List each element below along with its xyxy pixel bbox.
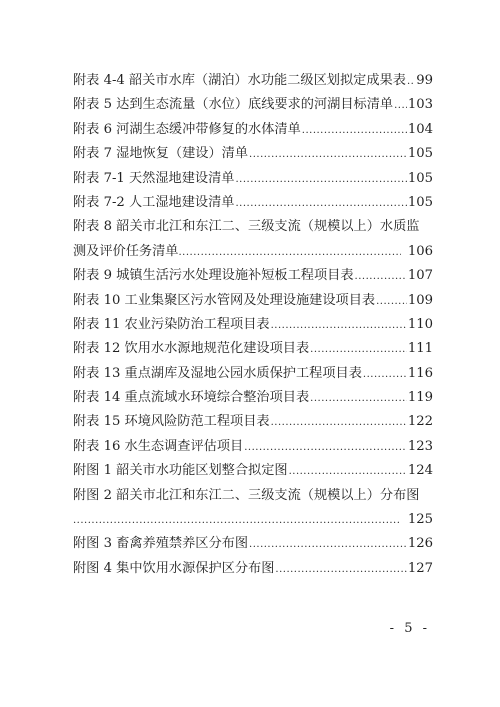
toc-entry-title: 附表 10 工业集聚区污水管网及处理设施建设项目表: [73, 292, 376, 308]
toc-entry-page: 125: [407, 512, 433, 528]
toc-leader-dots: [179, 241, 401, 265]
toc-leader-dots: [73, 509, 401, 533]
toc-entry-title: 附表 13 重点湖库及湿地公园水质保护工程项目表: [73, 365, 362, 381]
toc-entry-appendix-table-10[interactable]: [73, 289, 433, 313]
toc-entry-title: 附表 5 达到生态流量（水位）底线要求的河湖目标清单: [73, 97, 394, 113]
toc-entry-page: 110: [407, 316, 433, 332]
toc-leader-dots: [271, 411, 407, 435]
toc-entry-title: 附表 14 重点流域水环境综合整治项目表: [73, 390, 310, 406]
toc-entry-appendix-table-7-2[interactable]: [73, 191, 433, 215]
toc-entry-appendix-table-12[interactable]: [73, 337, 433, 361]
toc-entry-title-line1: 附表 8 韶关市北江和东江二、三级支流（规模以上）水质监: [73, 219, 420, 235]
toc-entry-page: 103: [407, 97, 433, 113]
toc-leader-dots: [376, 290, 407, 314]
toc-entry-title: 附表 4-4 韶关市水库（湖泊）水功能二级区划拟定成果表: [73, 73, 406, 88]
toc-entry-title: 附表 7-2 人工湿地建设清单: [73, 194, 235, 210]
toc-entry-title: 附表 7 湿地恢复（建设）清单: [73, 146, 249, 162]
toc-leader-dots: [302, 119, 407, 143]
toc-entry-appendix-table-6[interactable]: [73, 118, 433, 142]
toc-entry-page: 126: [407, 536, 433, 552]
toc-entry-title: 附图 3 畜禽养殖禁养区分布图: [73, 536, 249, 552]
toc-entry-page: 116: [407, 365, 433, 381]
toc-entry-appendix-table-7[interactable]: [73, 142, 433, 166]
toc-entry-title: 附表 16 水生态调查评估项目: [73, 438, 244, 454]
toc-entry-appendix-table-15[interactable]: [73, 410, 433, 434]
toc-leader-dots: [244, 436, 407, 460]
toc-leader-dots: [249, 143, 407, 167]
toc-entry-title: 附表 11 农业污染防治工程项目表: [73, 316, 270, 332]
toc-leader-dots: [249, 533, 407, 557]
toc-entry-page: 105: [407, 170, 433, 186]
toc-entry-title-line1: 附图 2 韶关市北江和东江二、三级支流（规模以上）分布图: [73, 487, 420, 503]
toc-leader-dots: [310, 338, 407, 362]
toc-entry-title: 附表 7-1 天然湿地建设清单: [73, 170, 235, 186]
toc-leader-dots: [271, 314, 407, 338]
toc-entry-page: 127: [407, 560, 433, 576]
toc-entry-page: 104: [407, 121, 433, 137]
toc-leader-dots: [363, 363, 407, 387]
toc-entry-title: 附表 6 河湖生态缓冲带修复的水体清单: [73, 121, 301, 137]
toc-entry-appendix-table-7-1[interactable]: [73, 167, 433, 191]
toc-entry-page: 119: [407, 390, 433, 406]
toc-entry-title-line2: 测及评价任务清单: [73, 243, 179, 259]
toc-leader-dots: [236, 168, 407, 192]
toc-leader-dots: [310, 387, 407, 411]
toc-leader-dots: [407, 70, 415, 94]
toc-entry-appendix-figure-1[interactable]: [73, 459, 433, 483]
toc-entry-title: 附图 1 韶关市水功能区划整合拟定图: [73, 463, 288, 479]
toc-entry-page: 124: [407, 463, 433, 479]
toc-entry-appendix-table-11[interactable]: [73, 313, 433, 337]
toc-entry-appendix-table-4-4[interactable]: [73, 69, 433, 93]
toc-entry-page: 111: [407, 341, 433, 357]
toc-entry-page: 105: [407, 146, 433, 162]
toc-entry-appendix-table-5[interactable]: [73, 93, 433, 117]
toc-entry-page: 105: [407, 194, 433, 210]
toc-entry-appendix-table-14[interactable]: [73, 386, 433, 410]
toc-leader-dots: [394, 94, 407, 118]
toc-leader-dots: [355, 265, 407, 289]
toc-entry-appendix-table-16[interactable]: [73, 435, 433, 459]
table-of-contents: [73, 69, 433, 581]
toc-leader-dots: [236, 192, 407, 216]
toc-entry-appendix-table-8[interactable]: [73, 215, 433, 264]
toc-entry-page: 106: [407, 243, 433, 259]
toc-entry-appendix-figure-3[interactable]: [73, 532, 433, 556]
toc-leader-dots: [275, 558, 406, 582]
toc-entry-title: 附表 15 环境风险防范工程项目表: [73, 414, 270, 430]
toc-entry-appendix-table-9[interactable]: [73, 264, 433, 288]
toc-entry-page: 122: [407, 414, 433, 430]
toc-entry-title: 附图 4 集中饮用水源保护区分布图: [73, 560, 275, 576]
toc-entry-appendix-table-13[interactable]: [73, 362, 433, 386]
toc-entry-page: 123: [407, 438, 433, 454]
page-number: - 5 -: [389, 621, 430, 636]
toc-leader-dots: [289, 460, 407, 484]
toc-entry-title: 附表 9 城镇生活污水处理设施补短板工程项目表: [73, 268, 354, 284]
toc-entry-appendix-figure-2[interactable]: [73, 484, 433, 533]
toc-entry-page: 109: [407, 292, 433, 308]
toc-entry-appendix-figure-4[interactable]: [73, 557, 433, 581]
toc-entry-title: 附表 12 饮用水水源地规范化建设项目表: [73, 341, 310, 357]
toc-entry-page: 107: [407, 268, 433, 284]
toc-entry-page: 99: [416, 73, 433, 88]
